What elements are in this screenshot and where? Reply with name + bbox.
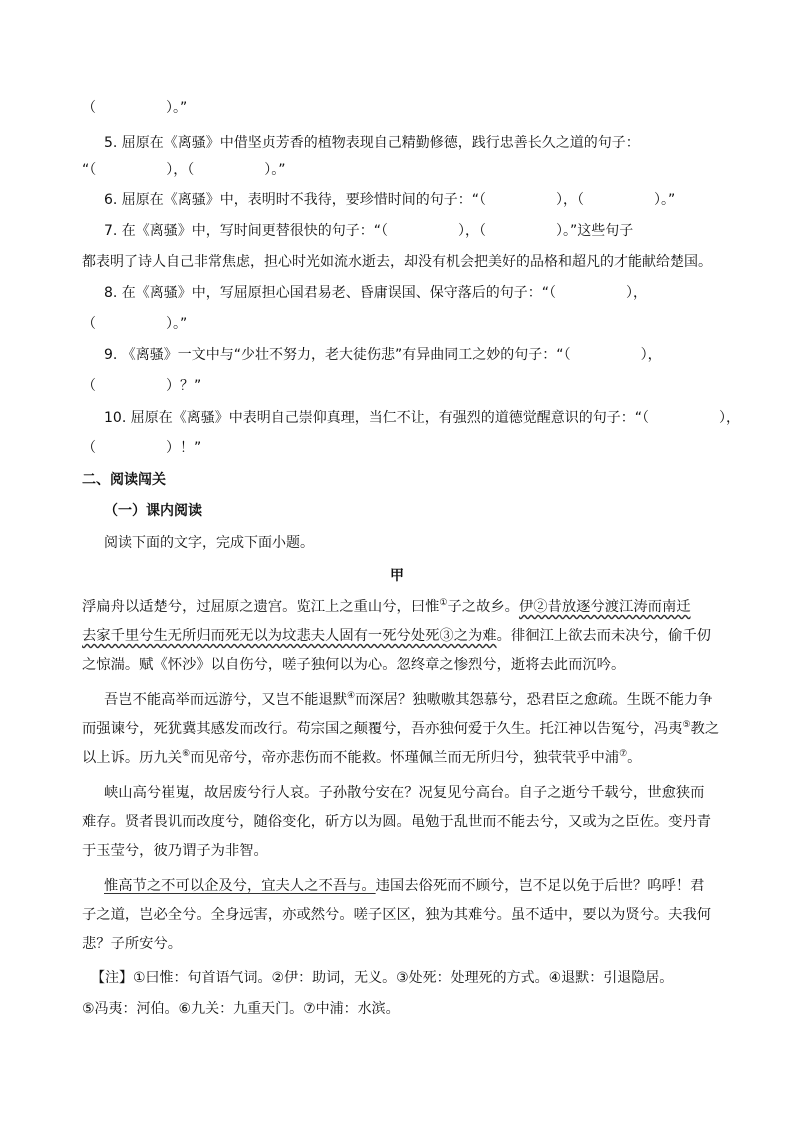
poem-paragraph-4-line-2: 子之道，岂必全兮。全身远害，亦或然兮。嗟子区区，独为其难兮。虽不适中，要以为贤兮。夫我何 xyxy=(82,907,712,923)
poem-paragraph-1-line-1: 浮扁舟以适楚兮，过屈原之遗宫。览江上之重山兮，曰惟①子之故乡。伊②昔放逐兮渡江涛而南迁 xyxy=(82,598,691,615)
poem-paragraph-2-line-3: 以上诉。历九关⑥而见帝兮，帝亦悲伤而不能救。怀瑾佩兰而无所归兮，独茕茕乎中浦⑦。 xyxy=(82,749,642,766)
poem-paragraph-3-line-1: 峡山高兮崔嵬，故居废兮行人哀。子孙散兮安在？况复见兮高台。自子之逝兮千载兮，世愈狭而 xyxy=(104,785,705,801)
question-5-blanks: “（ ），（ ）。” xyxy=(82,162,286,178)
annotation-notes-line-2: ⑤冯夷：河伯。⑥九关：九重天门。⑦中浦：水滨。 xyxy=(82,1001,400,1017)
question-7: 7. 在《离骚》中，写时间更替很快的句子：“（ ），（ ）。”这些句子 xyxy=(104,223,634,239)
question-10: 10. 屈原在《离骚》中表明自己崇仰真理，当仁不让，有强烈的道德觉醒意识的句子：“（ ）， xyxy=(104,410,740,426)
question-8: 8. 在《离骚》中，写屈原担心国君易老、昏庸误国、保守落后的句子：“（ ）， xyxy=(104,285,648,301)
poem-paragraph-4-line-1: 惟高节之不可以企及兮，宜夫人之不吾与。违国去俗死而不顾兮，岂不足以免于后世？呜呼！君 xyxy=(104,878,705,894)
question-8-blanks: （ ）。” xyxy=(82,316,188,332)
poem-paragraph-1-line-3: 之惊湍。赋《怀沙》以自伤兮，嗟子独何以为心。忽终章之惨烈兮，逝将去此而沉吟。 xyxy=(82,657,626,673)
question-7-continued: 都表明了诗人自己非常焦虑，担心时光如流水逝去，却没有机会把美好的品格和超凡的才能献给楚国。 xyxy=(82,254,712,270)
poem-paragraph-3-line-2: 难存。贤者畏讥而改度兮，随俗变化，斫方以为圆。黾勉于乱世而不能去兮，又或为之臣佐。变丹青 xyxy=(82,814,712,830)
section-subheading: （一）课内阅读 xyxy=(104,503,202,519)
q4-blank-line: （ ）。” xyxy=(82,100,188,116)
wavy-underlined-text: 去家千里兮生无所归而死无以为坟悲夫人固有一死兮处死③之为难 xyxy=(82,628,497,644)
question-5: 5. 屈原在《离骚》中借坚贞芳香的植物表现自己精勤修德，践行忠善长久之道的句子： xyxy=(104,135,640,151)
wavy-underlined-text: 伊②昔放逐兮渡江涛而南迁 xyxy=(518,599,691,615)
question-10-blanks: （ ）！” xyxy=(82,440,202,456)
poem-paragraph-1-line-2: 去家千里兮生无所归而死无以为坟悲夫人固有一死兮处死③之为难。徘徊江上欲去而未决兮，偷千仞 xyxy=(82,628,712,644)
reading-instruction: 阅读下面的文字，完成下面小题。 xyxy=(104,535,314,551)
annotation-notes-line-1: 【注】①曰惟：句首语气词。②伊：助词，无义。③处死：处理死的方式。④退默：引退隐居。 xyxy=(91,970,674,986)
question-9-blanks: （ ）？” xyxy=(82,378,202,394)
section-heading: 二、阅读闯关 xyxy=(82,472,166,488)
question-9: 9. 《离骚》一文中与“少壮不努力，老大徒伤悲”有异曲同工之妙的句子：“（ ）， xyxy=(104,347,662,363)
text-title: 甲 xyxy=(390,568,404,584)
poem-paragraph-2-line-2: 而强谏兮，死犹冀其感发而改行。苟宗国之颠覆兮，吾亦独何爱于久生。托江神以告冤兮，冯夷⑤教之 xyxy=(82,720,720,737)
poem-paragraph-2-line-1: 吾岂不能高举而远游兮，又岂不能退默④而深居？独嗷嗷其怨慕兮，恐君臣之愈疏。生既不能力争 xyxy=(104,691,713,708)
poem-paragraph-4-line-3: 悲？子所安兮。 xyxy=(82,936,183,952)
underlined-sentence: 惟高节之不可以企及兮，宜夫人之不吾与。 xyxy=(104,878,376,894)
poem-paragraph-3-line-3: 于玉莹兮，彼乃谓子为非智。 xyxy=(82,843,268,859)
question-6: 6. 屈原在《离骚》中，表明时不我待，要珍惜时间的句子：“（ ），（ ）。” xyxy=(104,192,676,208)
